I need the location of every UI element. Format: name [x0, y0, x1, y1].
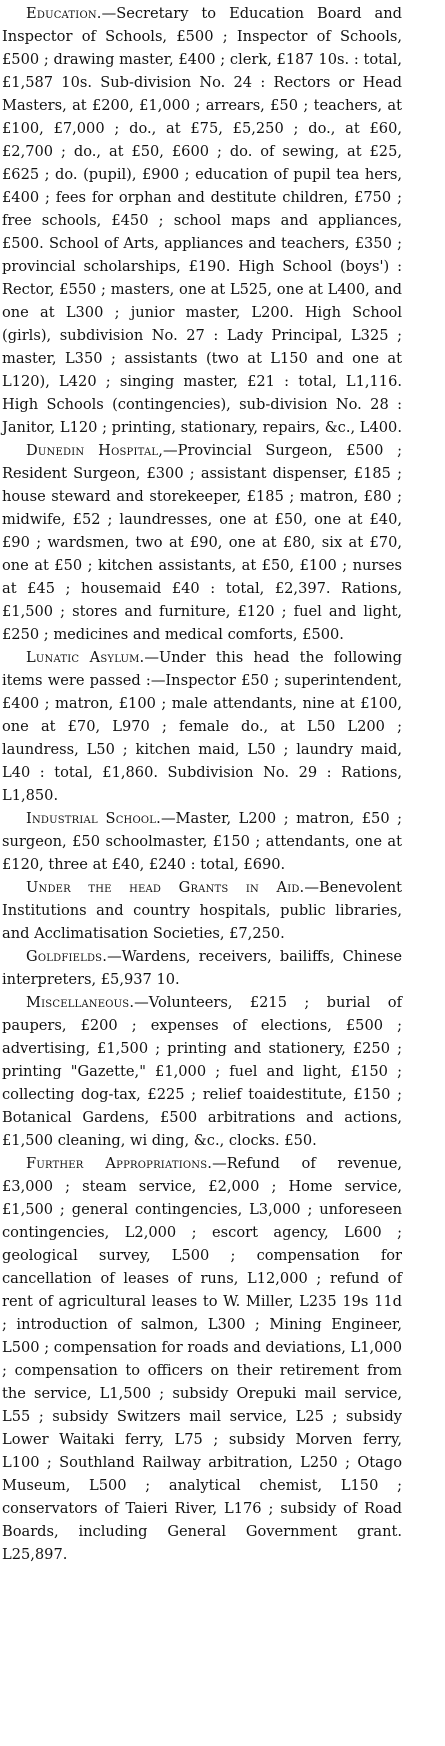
industrial-school-text: —Master, L200 ; matron, £50 ; surgeon, £50 schoolmaster, £150 ; attendants, one at £120, three at £40, £240 : total, £690.	[2, 810, 403, 873]
goldfields-text: —Wardens, receivers, bailiffs, Chinese interpreters, £5,937 10.	[2, 948, 402, 988]
lunatic-asylum-text: —Under this head the following items were passed :—Inspector £50 ; superintendent, £400 ; matron, £100 ; male attendants, nine at £100, one at £70, L970 ; female do., at L50 L200 ; laundress, L50 ; kitchen maid, L50 ; laundry maid, L40 : total, £1,860. Subdivision No. 29 : Rations, L1,850.	[2, 649, 402, 804]
miscellaneous-paragraph	[2, 991, 402, 1152]
education-paragraph	[2, 2, 402, 439]
industrial-school-paragraph	[2, 807, 402, 876]
miscellaneous-heading: Miscellaneous.	[26, 994, 135, 1011]
newspaper-column	[2, 2, 402, 1566]
grants-in-aid-heading: Under the head Grants in Aid.	[26, 879, 305, 896]
dunedin-hospital-heading: Dunedin Hospital,	[26, 442, 164, 459]
goldfields-paragraph	[2, 945, 402, 991]
dunedin-hospital-paragraph	[2, 439, 402, 646]
miscellaneous-text: —Volunteers, £215 ; burial of paupers, £200 ; expenses of elections, £500 ; advertising, £1,500 ; printing and stationery, £250 ; printing "Gazette," £1,000 ; fuel and light, £150 ; collecting dog-tax, £225 ; relief toaidestitute, £150 ; Botanical Gardens, £500 arbitrations and actions, £1,500 cleaning, wi ding, &c., clocks. £50.	[2, 994, 402, 1149]
grants-in-aid-paragraph	[2, 876, 402, 945]
further-appropriations-paragraph	[2, 1152, 402, 1566]
further-appropriations-text: —Refund of revenue, £3,000 ; steam service, £2,000 ; Home service, £1,500 ; general contingencies, L3,000 ; unforeseen contingencies, L2,000 ; escort agency, L600 ; geological survey, L500 ; compensation for cancellation of leases of runs, L12,000 ; refund of rent of agricultural leases to W. Miller, L235 19s 11d ; introduction of salmon, L300 ; Mining Engineer, L500 ; compensation for roads and deviations, L1,000 ; compensation to officers on their retirement from the service, L1,500 ; subsidy Orepuki mail service, L55 ; subsidy Switzers mail service, L25 ; subsidy Lower Waitaki ferry, L75 ; subsidy Morven ferry, L100 ; Southland Railway arbitration, L250 ; Otago Museum, L500 ; analytical chemist, L150 ; conservators of Taieri River, L176 ; subsidy of Road Boards, including General Government grant. L25,897.	[2, 1155, 403, 1563]
industrial-school-heading: Industrial School.	[26, 810, 161, 827]
further-appropriations-heading: Further Appropriations.	[26, 1155, 213, 1172]
education-text: —Secretary to Education Board and Inspector of Schools, £500 ; Inspector of Schools, £500 ; drawing master, £400 ; clerk, £187 10s. : total, £1,587 10s. Sub-division No. 24 : Rectors or Head Masters, at £200, £1,000 ; arrears, £50 ; teachers, at £100, £7,000 ; do., at £75, £5,250 ; do., at £60, £2,700 ; do., at £50, £600 ; do. of sewing, at £25, £625 ; do. (pupil), £900 ; education of pupil tea hers, £400 ; fees for orphan and destitute children, £750 ; free schools, £450 ; school maps and appliances, £500. School of Arts, appliances and teachers, £350 ; provincial scholarships, £190. High School (boys') : Rector, £550 ; masters, one at L525, one at L400, and one at L300 ; junior master, L200. High School (girls), subdivision No. 27 : Lady Principal, L325 ; master, L350 ; assistants (two at L150 and one at L120), L420 ; singing master, £21 : total, L1,116. High Schools (contingencies), sub-division No. 28 : Janitor, L120 ; printing, stationary, repairs, &c., L400.	[2, 5, 402, 436]
dunedin-hospital-text: —Provincial Surgeon, £500 ; Resident Surgeon, £300 ; assistant dispenser, £185 ; house steward and storekeeper, £185 ; matron, £80 ; midwife, £52 ; laundresses, one at £50, one at £40, £90 ; wardsmen, two at £90, one at £80, six at £70, one at £50 ; kitchen assistants, at £50, £100 ; nurses at £45 ; housemaid £40 : total, £2,397. Rations, £1,500 ; stores and furniture, £120 ; fuel and light, £250 ; medicines and medical comforts, £500.	[2, 442, 402, 643]
education-heading: Education.	[26, 5, 102, 22]
lunatic-asylum-heading: Lunatic Asylum.	[26, 649, 145, 666]
grants-in-aid-text: —Benevolent Institutions and country hospitals, public libraries, and Acclimatisation Societies, £7,250.	[2, 879, 402, 942]
lunatic-asylum-paragraph	[2, 646, 402, 807]
goldfields-heading: Goldfields.	[26, 948, 108, 965]
